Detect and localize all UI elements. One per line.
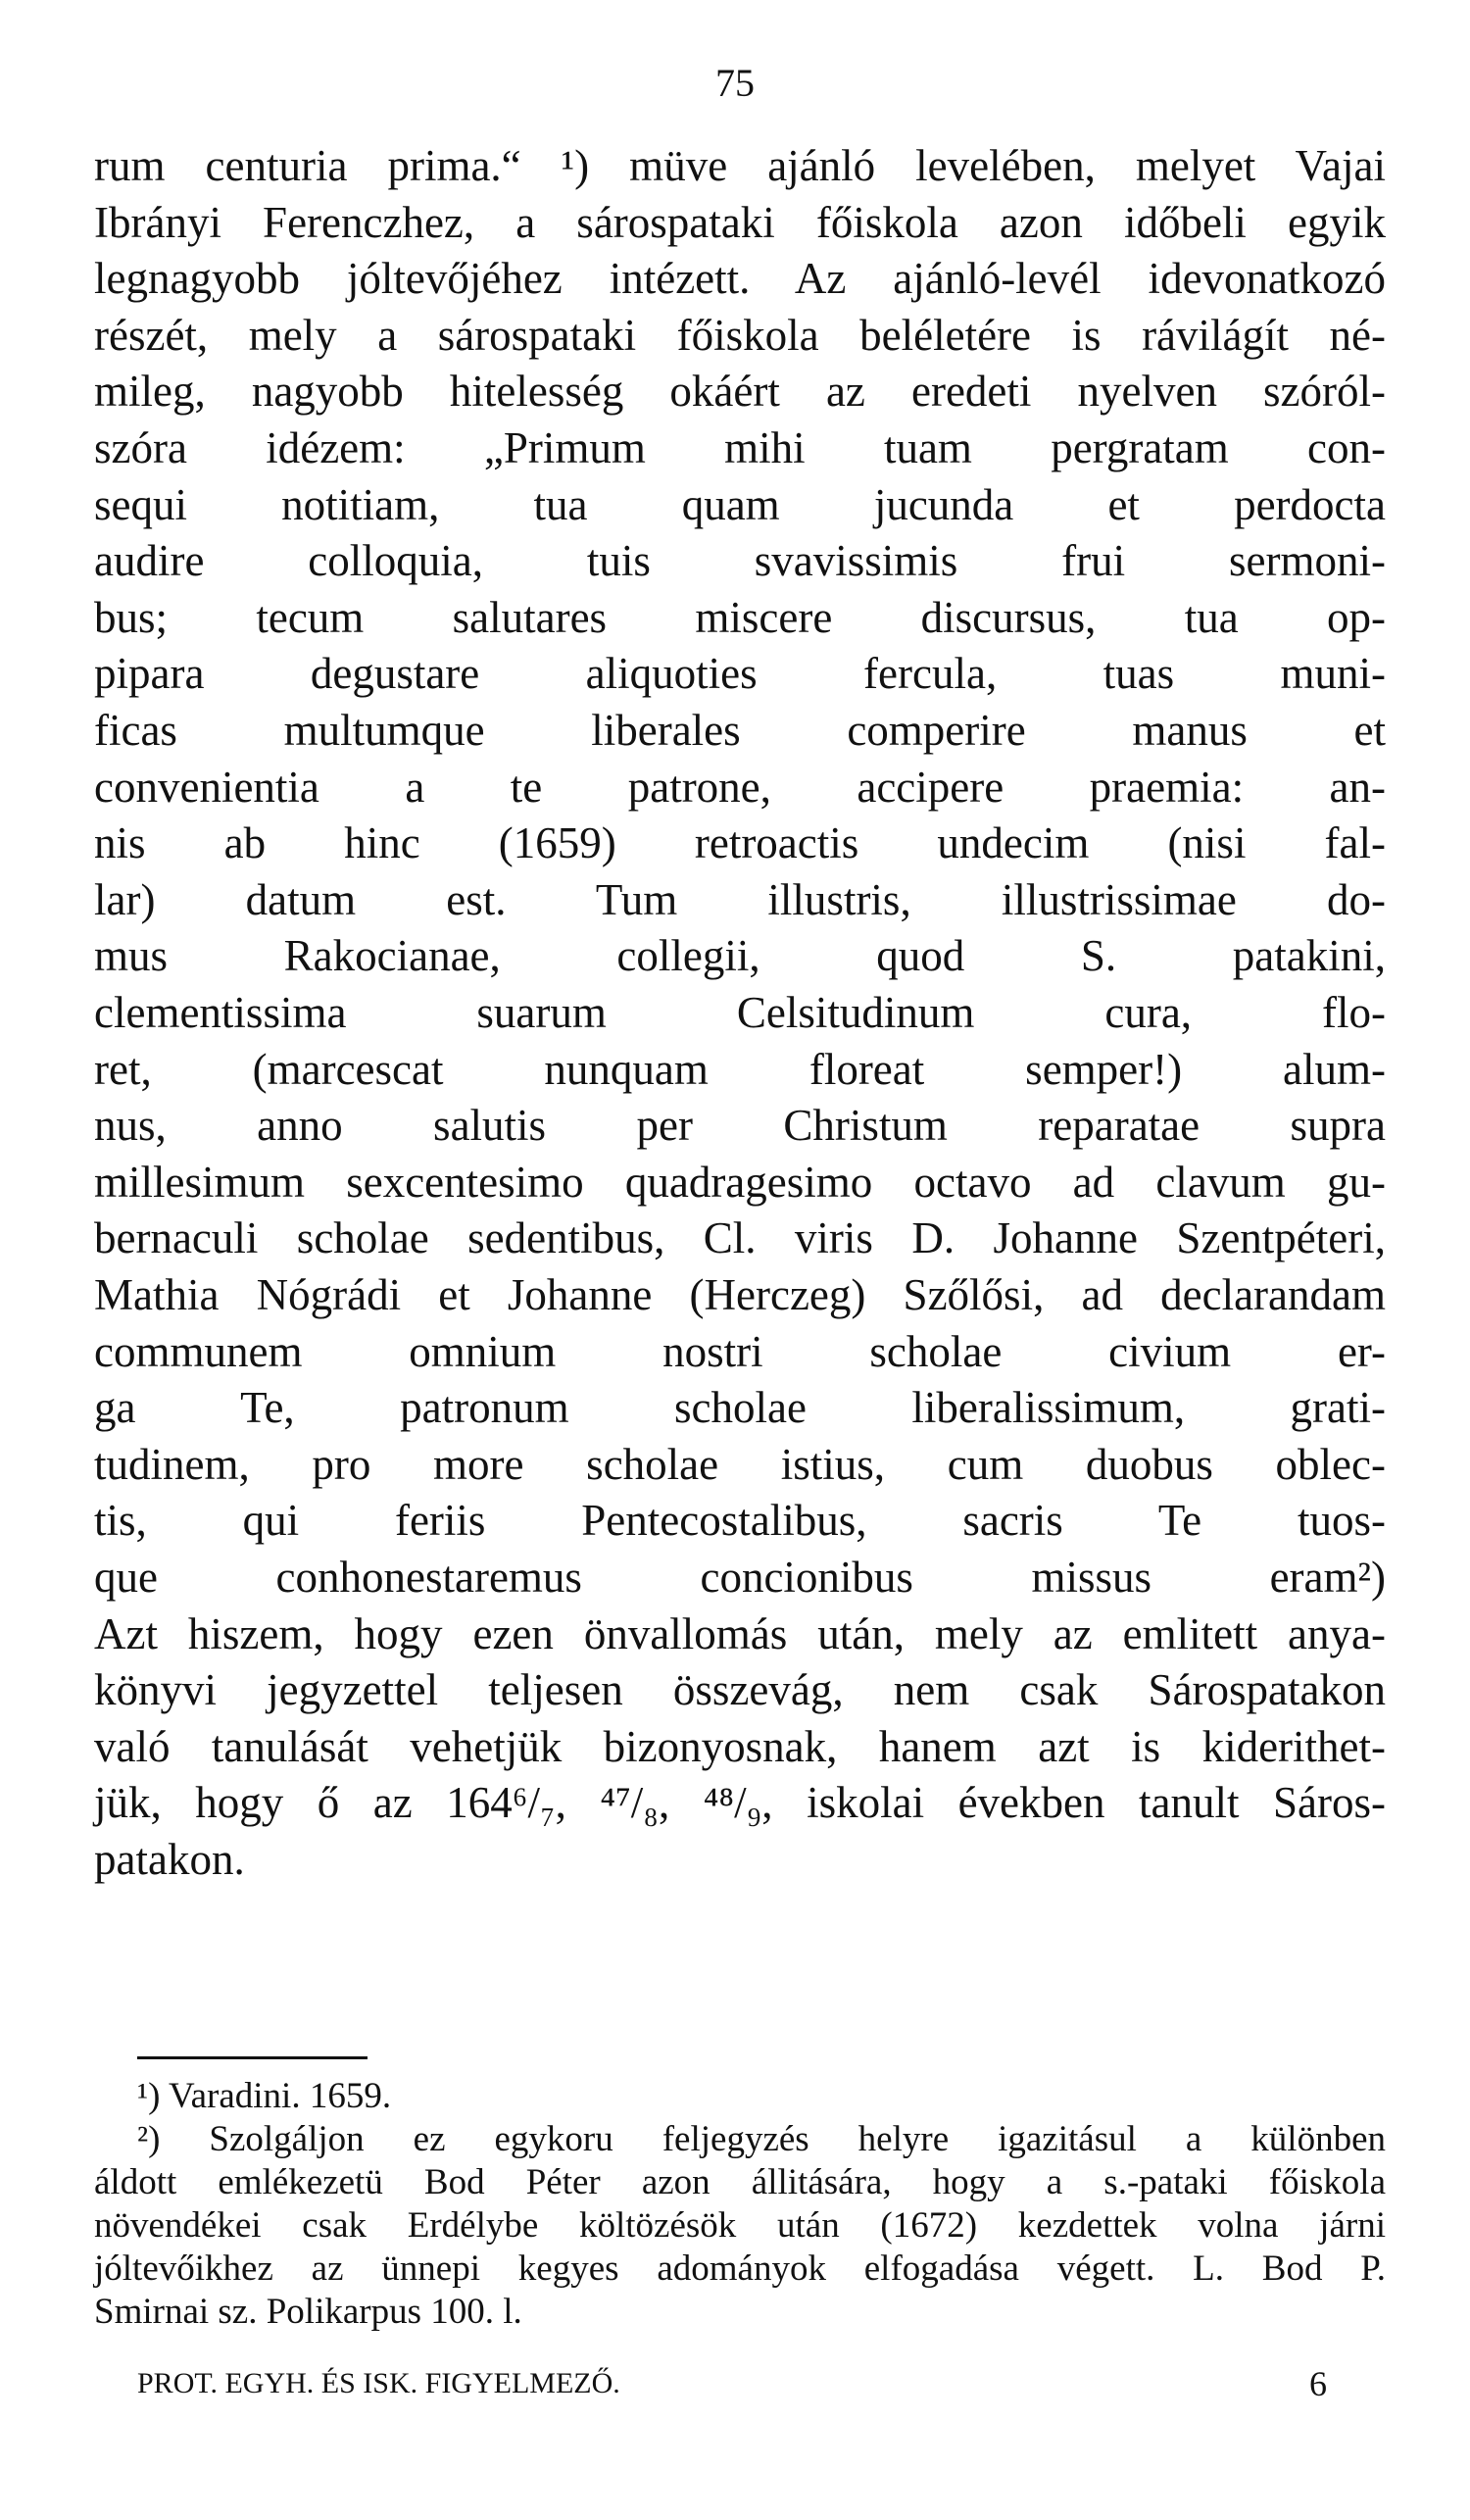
- text-line: communem omnium nostri scholae civium er-: [94, 1327, 1386, 1376]
- text-line: ret, (marcescat nunquam floreat semper!) alum-: [94, 1045, 1386, 1094]
- text-line: legnagyobb jóltevőjéhez intézett. Az ajánló-levél idevonatkozó: [94, 254, 1386, 303]
- footnote-line: ²) Szolgáljon ez egykoru feljegyzés helyre igazitásul a különben: [137, 2119, 1386, 2159]
- text-line: ficas multumque liberales comperire manus et: [94, 706, 1386, 755]
- text-line: nus, anno salutis per Christum reparatae supra: [94, 1101, 1386, 1150]
- text-line: könyvi jegyzettel teljesen összevág, nem csak Sárospatakon: [94, 1665, 1386, 1714]
- signature-mark: PROT. EGYH. ÉS ISK. FIGYELMEZŐ.: [137, 2367, 620, 2399]
- text-line: mileg, nagyobb hitelesség okáért az eredeti nyelven szóról-: [94, 367, 1386, 416]
- text-line: audire colloquia, tuis svavissimis frui sermoni-: [94, 536, 1386, 585]
- text-line: Azt hiszem, hogy ezen önvallomás után, mely az emlitett anya-: [94, 1609, 1386, 1658]
- page-footer: [94, 2364, 1386, 2403]
- text-line: que conhonestaremus concionibus missus eram²): [94, 1553, 1386, 1602]
- footnote-line: növendékei csak Erdélybe költözésök után (1672) kezdettek volna járni: [94, 2205, 1386, 2246]
- text-line: bus; tecum salutares miscere discursus, tua op-: [94, 593, 1386, 642]
- text-line: patakon.: [94, 1835, 245, 1884]
- text-line: clementissima suarum Celsitudinum cura, flo-: [94, 988, 1386, 1037]
- footnote-line: Smirnai sz. Polikarpus 100. l.: [94, 2292, 522, 2332]
- text-line: pipara degustare aliquoties fercula, tuas muni-: [94, 649, 1386, 698]
- text-line: millesimum sexcentesimo quadragesimo octavo ad clavum gu-: [94, 1158, 1386, 1207]
- text-line: jük, hogy ő az 164⁶/₇, ⁴⁷/₈, ⁴⁸/₉, iskolai években tanult Sáros-: [94, 1778, 1386, 1827]
- text-line: bernaculi scholae sedentibus, Cl. viris D. Johanne Szentpéteri,: [94, 1213, 1386, 1262]
- text-line: mus Rakocianae, collegii, quod S. patakini,: [94, 931, 1386, 980]
- text-line: Ibrányi Ferenczhez, a sárospataki főiskola azon időbeli egyik: [94, 198, 1386, 247]
- footnote-line: jóltevőikhez az ünnepi kegyes adományok elfogadása végett. L. Bod P.: [94, 2248, 1386, 2289]
- footnote-rule: [137, 2056, 368, 2059]
- text-line: tis, qui feriis Pentecostalibus, sacris Te tuos-: [94, 1496, 1386, 1545]
- text-line: részét, mely a sárospataki főiskola beléletére is rávilágít né-: [94, 311, 1386, 360]
- text-line: convenientia a te patrone, accipere praemia: an-: [94, 763, 1386, 812]
- sheet-mark: 6: [1309, 2364, 1327, 2403]
- text-line: Mathia Nógrádi et Johanne (Herczeg) Szőlősi, ad declarandam: [94, 1270, 1386, 1319]
- text-line: szóra idézem: „Primum mihi tuam pergratam con-: [94, 423, 1386, 472]
- footnote-line: áldott emlékezetü Bod Péter azon állitására, hogy a s.-pataki főiskola: [94, 2162, 1386, 2202]
- page-number: 75: [715, 61, 755, 105]
- text-line: ga Te, patronum scholae liberalissimum, grati-: [94, 1383, 1386, 1432]
- footnote-line: ¹) Varadini. 1659.: [137, 2076, 392, 2116]
- text-line: lar) datum est. Tum illustris, illustrissimae do-: [94, 875, 1386, 924]
- text-line: tudinem, pro more scholae istius, cum duobus oblec-: [94, 1440, 1386, 1489]
- text-line: rum centuria prima.“ ¹) müve ajánló levelében, melyet Vajai: [94, 141, 1386, 190]
- text-line: való tanulását vehetjük bizonyosnak, hanem azt is kiderithet-: [94, 1722, 1386, 1771]
- text-line: nis ab hinc (1659) retroactis undecim (nisi fal-: [94, 818, 1386, 867]
- text-line: sequi notitiam, tua quam jucunda et perdocta: [94, 480, 1386, 529]
